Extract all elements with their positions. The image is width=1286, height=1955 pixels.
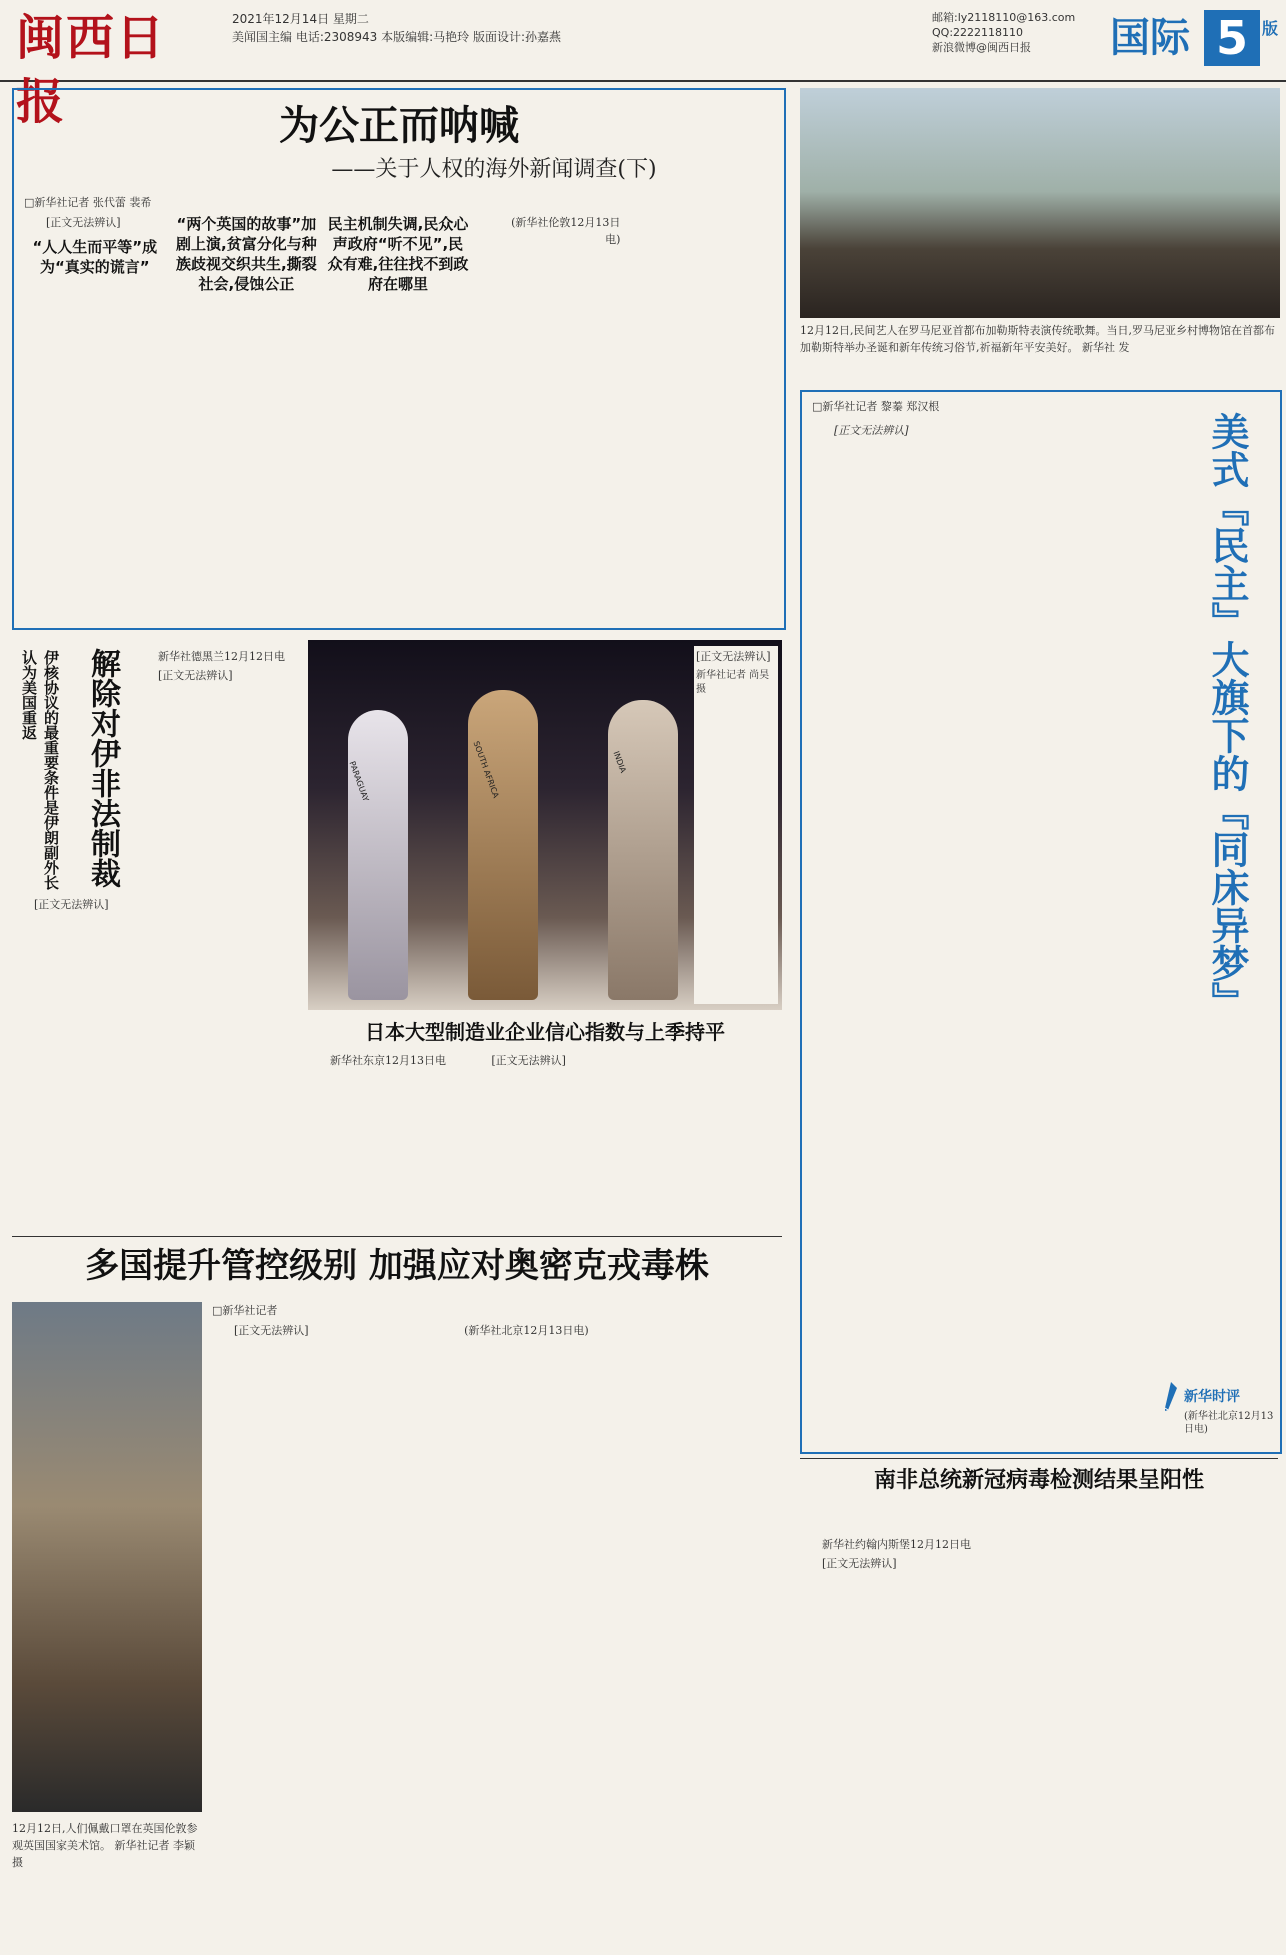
commentary-footer: [1162, 1378, 1272, 1438]
japan-title: 日本大型制造业企业信心指数与上季持平: [365, 1020, 725, 1044]
editor-credits: 美闻国主编 电话:2308943 本版编辑:马艳玲 版面设计:孙嘉燕: [232, 30, 562, 44]
lead-subtitle: ——关于人权的海外新闻调查(下): [331, 157, 657, 182]
pageant-caption: [正文无法辨认]: [696, 650, 771, 663]
commentary-end-note: (新华社北京12月13日电): [1184, 1411, 1274, 1435]
section-title: 国际: [1110, 15, 1190, 61]
divider: [12, 1236, 782, 1237]
issue-meta: [232, 10, 992, 46]
commentary-byline-text: 新华社记者 黎蓁 郑汉根: [822, 400, 940, 413]
iran-paragraph-cont: [正文无法辨认]: [34, 898, 109, 911]
iran-paragraph: [正文无法辨认]: [158, 669, 233, 682]
commentary-body: [812, 422, 1152, 1412]
omicron-byline: □新华社记者: [212, 1304, 278, 1317]
pageant-photo: [308, 640, 782, 1010]
iran-article: [12, 640, 302, 1230]
south-africa-paragraph: [正文无法辨认]: [822, 1557, 897, 1570]
commentary-byline: □新华社记者 黎蓁 郑汉根: [812, 400, 940, 413]
iran-body-bottom: [12, 896, 302, 1226]
japan-dateline: 新华社东京12月13日电: [330, 1054, 446, 1067]
iran-title: 解除对伊非法制裁: [85, 648, 120, 888]
lead-byline: □新华社记者 张代蕾 裴希: [24, 196, 152, 209]
issue-date: 2021年12月14日 星期二: [232, 12, 369, 26]
iran-dateline: 新华社德黑兰12月12日电: [158, 650, 285, 663]
pen-icon: [1162, 1382, 1180, 1412]
japan-paragraph: [正文无法辨认]: [491, 1054, 566, 1067]
lead-article: [12, 88, 786, 630]
south-africa-title: 南非总统新冠病毒检测结果呈阳性: [873, 1468, 1204, 1493]
london-gallery-photo: [12, 1302, 202, 1812]
omicron-body: [212, 1322, 782, 1942]
commentary-paragraph: [正文无法辨认]: [834, 424, 909, 437]
commentary-title: 美式『民主』大旗下的『同床异梦』: [1205, 412, 1249, 1020]
lead-end-note: (新华社伦敦12月13日电): [511, 216, 621, 246]
page-label: 版: [1262, 19, 1279, 38]
south-africa-body: [800, 1536, 1278, 1942]
pageant-caption-box: [694, 646, 778, 1004]
romania-photo-caption: 12月12日,民间艺人在罗马尼亚首都布加勒斯特表演传统歌舞。当日,罗马尼亚乡村博物馆在首都布加勒斯特举办圣诞和新年传统习俗节,祈福新年平安美好。 新华社 发: [800, 324, 1275, 354]
lead-byline-text: 新华社记者 张代蕾 裴希: [34, 196, 152, 209]
lead-subhead-3: 民主机制失调,民众心声政府“听不见”,民众有难,往往找不到政府在哪里: [327, 215, 469, 293]
lead-body: [24, 214, 772, 618]
contestant-figure-right: [608, 700, 678, 1000]
romania-festival-photo: [800, 88, 1280, 318]
london-photo-caption: 12月12日,人们佩戴口罩在英国伦敦参观英国国家美术馆。 新华社记者 李颖 摄: [12, 1822, 198, 1869]
newspaper-logo: 闽西日报: [16, 10, 167, 130]
lead-paragraph: [正文无法辨认]: [46, 216, 121, 229]
divider: [800, 1458, 1278, 1459]
sash-label-left: PARAGUAY: [347, 760, 371, 803]
contestant-figure-left: [348, 710, 408, 1000]
commentary-footer-label: 新华时评: [1184, 1389, 1240, 1405]
contact-weibo: 新浪微博@闽西日报: [932, 41, 1031, 54]
south-africa-dateline: 新华社约翰内斯堡12月12日电: [822, 1538, 971, 1551]
contestant-figure-center: [468, 690, 538, 1000]
omicron-title: 多国提升管控级别 加强应对奥密克戎毒株: [85, 1246, 709, 1286]
contact-info: [932, 10, 1102, 55]
iran-body-top: [136, 648, 300, 888]
commentary-box: [800, 390, 1282, 1454]
lead-subhead-2: “两个英国的故事”加剧上演,贫富分化与种族歧视交织共生,撕裂社会,侵蚀公正: [176, 215, 317, 293]
sash-label-center: SOUTH AFRICA: [471, 740, 501, 800]
lead-subhead-1: “人人生而平等”成为“真实的谎言”: [32, 238, 158, 276]
omicron-byline-text: 新华社记者: [222, 1304, 278, 1317]
contact-email: 邮箱:ly2118110@163.com: [932, 11, 1076, 24]
omicron-paragraph: [正文无法辨认]: [234, 1324, 309, 1337]
iran-deck: 伊核协议的最重要条件是伊朗副外长认为美国重返: [20, 650, 60, 890]
japan-article: [308, 1018, 782, 1228]
page-number: 5: [1204, 10, 1260, 66]
japan-body: [308, 1052, 782, 1224]
omicron-end-note: (新华社北京12月13日电): [464, 1324, 589, 1337]
sash-label-right: INDIA: [611, 750, 628, 775]
contact-qq: QQ:2222118110: [932, 26, 1024, 39]
lead-title: 为公正而呐喊: [279, 103, 519, 149]
pageant-photo-credit: 新华社记者 尚昊 摄: [696, 670, 770, 695]
